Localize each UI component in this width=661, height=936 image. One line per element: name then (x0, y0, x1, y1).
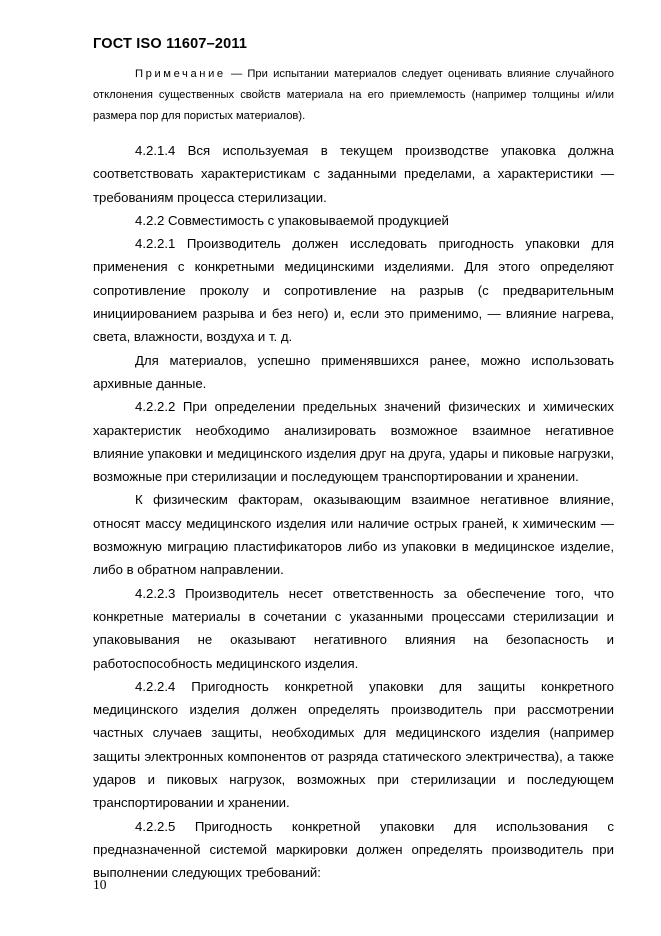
note-text: — При испытании материалов следует оценивать влияние случайного отклонения существенных свойств материала на его приемлемость (например толщины и/или размера пор для пористых материалов). (93, 68, 614, 122)
section-heading-4-2-2: 4.2.2 Совместимость с упаковываемой продукцией (135, 212, 449, 228)
paragraph-physical-factors: К физическим факторам, оказывающим взаимное негативное влияние, относят массу медицинского изделия или наличие острых граней, к химическим — возможную миграцию пластификаторов либо из упаковки в медицинское изделие, либо в обратном направлении. (93, 492, 614, 578)
paragraph-4-2-1-4: 4.2.1.4 Вся используемая в текущем производстве упаковка должна соответствовать характеристикам с заданными пределами, а характеристики — требованиям процесса стерилизации. (93, 143, 614, 205)
paragraph-4-2-2-3: 4.2.2.3 Производитель несет ответственность за обеспечение того, что конкретные материалы в сочетании с указанными процессами стерилизации и упаковывания не оказывают негативного влияния на безопасность и работоспособность медицинского изделия. (93, 585, 614, 671)
paragraph-4-2-2-5: 4.2.2.5 Пригодность конкретной упаковки для использования с предназначенной системой маркировки должен определять производитель при выполнении следующих требований: (93, 818, 614, 881)
note-block (93, 64, 614, 127)
note-label: Примечание (135, 68, 226, 80)
paragraph-4-2-2-1: 4.2.2.1 Производитель должен исследовать пригодность упаковки для применения с конкретными медицинскими изделиями. Для этого определяют сопротивление проколу и сопротивление на разрыв (с предварительным инициированием разрыва и без него) и, если это применимо, — влияние нагрева, света, влажности, воздуха и т. д. (93, 236, 614, 345)
body-text (93, 139, 614, 885)
page-header: ГОСТ ISO 11607–2011 (93, 36, 248, 52)
paragraph-4-2-2-4: 4.2.2.4 Пригодность конкретной упаковки для защиты конкретного медицинского изделия должен определять производитель при рассмотрении частных случаев защиты, необходимых для медицинского изделия (например защиты электронных компонентов от разряда статического электричества), а также ударов и пиковых нагрузок, возможных при стерилизации и последующем транспортировании и хранении. (93, 678, 614, 811)
paragraph-4-2-2-2: 4.2.2.2 При определении предельных значений физических и химических характеристик необходимо анализировать возможное взаимное негативное влияние упаковки и медицинского изделия друг на друга, удары и пиковые нагрузки, возможные при стерилизации и последующем транспортировании и хранении. (93, 399, 614, 485)
page-number: 10 (93, 877, 107, 892)
paragraph-archive-data: Для материалов, успешно применявшихся ранее, можно использовать архивные данные. (93, 352, 614, 391)
